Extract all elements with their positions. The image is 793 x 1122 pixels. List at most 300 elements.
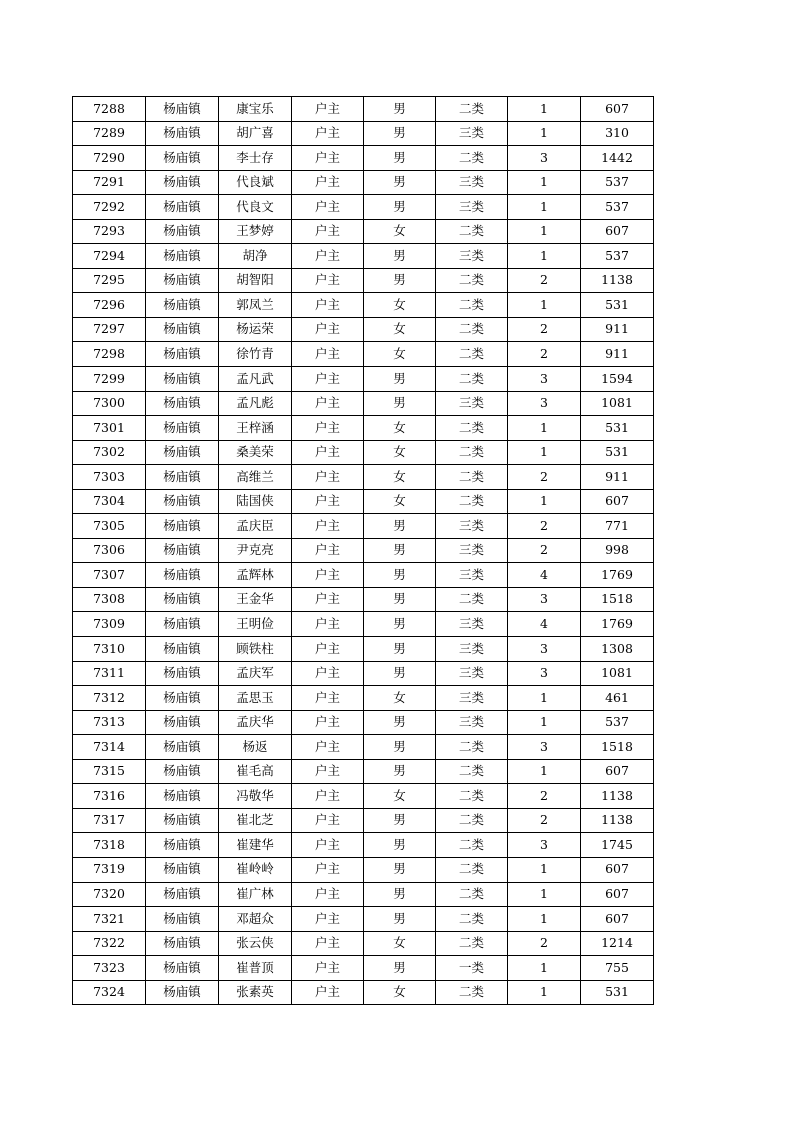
household-size-cell: 4 bbox=[508, 563, 581, 588]
amount-cell: 1594 bbox=[581, 367, 654, 392]
amount-cell: 537 bbox=[581, 170, 654, 195]
table-row bbox=[73, 195, 654, 220]
gender-cell: 男 bbox=[364, 833, 436, 858]
gender-cell: 女 bbox=[364, 416, 436, 441]
gender-cell: 男 bbox=[364, 735, 436, 760]
household-size-cell: 1 bbox=[508, 907, 581, 932]
name-cell: 王梦婷 bbox=[219, 219, 292, 244]
town-cell: 杨庙镇 bbox=[146, 735, 219, 760]
category-cell: 三类 bbox=[436, 686, 508, 711]
town-cell: 杨庙镇 bbox=[146, 907, 219, 932]
amount-cell: 1442 bbox=[581, 146, 654, 171]
name-cell: 王明俭 bbox=[219, 612, 292, 637]
amount-cell: 1769 bbox=[581, 563, 654, 588]
gender-cell: 男 bbox=[364, 710, 436, 735]
town-cell: 杨庙镇 bbox=[146, 121, 219, 146]
household-size-cell: 1 bbox=[508, 440, 581, 465]
category-cell: 二类 bbox=[436, 97, 508, 122]
gender-cell: 女 bbox=[364, 980, 436, 1005]
category-cell: 二类 bbox=[436, 146, 508, 171]
town-cell: 杨庙镇 bbox=[146, 710, 219, 735]
relation-cell: 户主 bbox=[292, 882, 364, 907]
row-number-cell: 7293 bbox=[73, 219, 146, 244]
table-row bbox=[73, 563, 654, 588]
amount-cell: 531 bbox=[581, 440, 654, 465]
category-cell: 二类 bbox=[436, 219, 508, 244]
name-cell: 杨运荣 bbox=[219, 317, 292, 342]
relation-cell: 户主 bbox=[292, 97, 364, 122]
name-cell: 张素英 bbox=[219, 980, 292, 1005]
town-cell: 杨庙镇 bbox=[146, 342, 219, 367]
household-size-cell: 1 bbox=[508, 416, 581, 441]
category-cell: 二类 bbox=[436, 587, 508, 612]
gender-cell: 男 bbox=[364, 367, 436, 392]
row-number-cell: 7313 bbox=[73, 710, 146, 735]
category-cell: 三类 bbox=[436, 563, 508, 588]
town-cell: 杨庙镇 bbox=[146, 612, 219, 637]
household-size-cell: 2 bbox=[508, 538, 581, 563]
name-cell: 王金华 bbox=[219, 587, 292, 612]
name-cell: 崔北芝 bbox=[219, 808, 292, 833]
row-number-cell: 7292 bbox=[73, 195, 146, 220]
category-cell: 二类 bbox=[436, 268, 508, 293]
amount-cell: 1745 bbox=[581, 833, 654, 858]
name-cell: 孟凡彪 bbox=[219, 391, 292, 416]
household-size-cell: 1 bbox=[508, 710, 581, 735]
row-number-cell: 7309 bbox=[73, 612, 146, 637]
relation-cell: 户主 bbox=[292, 735, 364, 760]
household-size-cell: 3 bbox=[508, 391, 581, 416]
household-size-cell: 4 bbox=[508, 612, 581, 637]
row-number-cell: 7320 bbox=[73, 882, 146, 907]
category-cell: 二类 bbox=[436, 293, 508, 318]
amount-cell: 461 bbox=[581, 686, 654, 711]
table-row bbox=[73, 146, 654, 171]
name-cell: 崔普顶 bbox=[219, 956, 292, 981]
name-cell: 徐竹青 bbox=[219, 342, 292, 367]
relation-cell: 户主 bbox=[292, 612, 364, 637]
table-row bbox=[73, 170, 654, 195]
relation-cell: 户主 bbox=[292, 538, 364, 563]
amount-cell: 537 bbox=[581, 195, 654, 220]
table-row bbox=[73, 121, 654, 146]
amount-cell: 911 bbox=[581, 465, 654, 490]
row-number-cell: 7318 bbox=[73, 833, 146, 858]
row-number-cell: 7312 bbox=[73, 686, 146, 711]
amount-cell: 998 bbox=[581, 538, 654, 563]
table-row bbox=[73, 686, 654, 711]
town-cell: 杨庙镇 bbox=[146, 146, 219, 171]
town-cell: 杨庙镇 bbox=[146, 97, 219, 122]
household-size-cell: 1 bbox=[508, 686, 581, 711]
table-row bbox=[73, 931, 654, 956]
category-cell: 二类 bbox=[436, 317, 508, 342]
amount-cell: 1138 bbox=[581, 808, 654, 833]
household-size-cell: 3 bbox=[508, 637, 581, 662]
row-number-cell: 7308 bbox=[73, 587, 146, 612]
table-row bbox=[73, 637, 654, 662]
category-cell: 二类 bbox=[436, 465, 508, 490]
relation-cell: 户主 bbox=[292, 489, 364, 514]
name-cell: 胡智阳 bbox=[219, 268, 292, 293]
town-cell: 杨庙镇 bbox=[146, 538, 219, 563]
gender-cell: 男 bbox=[364, 612, 436, 637]
row-number-cell: 7311 bbox=[73, 661, 146, 686]
relation-cell: 户主 bbox=[292, 587, 364, 612]
category-cell: 三类 bbox=[436, 514, 508, 539]
category-cell: 二类 bbox=[436, 489, 508, 514]
gender-cell: 男 bbox=[364, 956, 436, 981]
gender-cell: 女 bbox=[364, 219, 436, 244]
table-row bbox=[73, 367, 654, 392]
table-row bbox=[73, 808, 654, 833]
household-size-cell: 2 bbox=[508, 465, 581, 490]
amount-cell: 607 bbox=[581, 907, 654, 932]
town-cell: 杨庙镇 bbox=[146, 882, 219, 907]
town-cell: 杨庙镇 bbox=[146, 440, 219, 465]
row-number-cell: 7291 bbox=[73, 170, 146, 195]
amount-cell: 911 bbox=[581, 317, 654, 342]
name-cell: 康宝乐 bbox=[219, 97, 292, 122]
row-number-cell: 7290 bbox=[73, 146, 146, 171]
row-number-cell: 7304 bbox=[73, 489, 146, 514]
table-row bbox=[73, 907, 654, 932]
row-number-cell: 7307 bbox=[73, 563, 146, 588]
category-cell: 二类 bbox=[436, 342, 508, 367]
relation-cell: 户主 bbox=[292, 907, 364, 932]
relation-cell: 户主 bbox=[292, 931, 364, 956]
table-row bbox=[73, 612, 654, 637]
gender-cell: 男 bbox=[364, 538, 436, 563]
town-cell: 杨庙镇 bbox=[146, 931, 219, 956]
row-number-cell: 7305 bbox=[73, 514, 146, 539]
gender-cell: 男 bbox=[364, 121, 436, 146]
row-number-cell: 7324 bbox=[73, 980, 146, 1005]
category-cell: 三类 bbox=[436, 170, 508, 195]
household-size-cell: 2 bbox=[508, 784, 581, 809]
table-row bbox=[73, 661, 654, 686]
gender-cell: 女 bbox=[364, 686, 436, 711]
household-size-cell: 3 bbox=[508, 833, 581, 858]
row-number-cell: 7321 bbox=[73, 907, 146, 932]
relation-cell: 户主 bbox=[292, 268, 364, 293]
town-cell: 杨庙镇 bbox=[146, 833, 219, 858]
amount-cell: 1308 bbox=[581, 637, 654, 662]
household-size-cell: 1 bbox=[508, 121, 581, 146]
relation-cell: 户主 bbox=[292, 440, 364, 465]
relation-cell: 户主 bbox=[292, 219, 364, 244]
relation-cell: 户主 bbox=[292, 759, 364, 784]
table-row bbox=[73, 587, 654, 612]
amount-cell: 1518 bbox=[581, 735, 654, 760]
name-cell: 陆国侠 bbox=[219, 489, 292, 514]
town-cell: 杨庙镇 bbox=[146, 391, 219, 416]
table-row bbox=[73, 784, 654, 809]
household-size-cell: 1 bbox=[508, 97, 581, 122]
relation-cell: 户主 bbox=[292, 342, 364, 367]
table-row bbox=[73, 956, 654, 981]
category-cell: 三类 bbox=[436, 538, 508, 563]
name-cell: 胡广喜 bbox=[219, 121, 292, 146]
amount-cell: 1138 bbox=[581, 784, 654, 809]
household-size-cell: 1 bbox=[508, 759, 581, 784]
amount-cell: 531 bbox=[581, 980, 654, 1005]
relation-cell: 户主 bbox=[292, 661, 364, 686]
relation-cell: 户主 bbox=[292, 563, 364, 588]
amount-cell: 607 bbox=[581, 219, 654, 244]
category-cell: 二类 bbox=[436, 784, 508, 809]
town-cell: 杨庙镇 bbox=[146, 244, 219, 269]
name-cell: 张云侠 bbox=[219, 931, 292, 956]
name-cell: 顾铁柱 bbox=[219, 637, 292, 662]
name-cell: 代良斌 bbox=[219, 170, 292, 195]
town-cell: 杨庙镇 bbox=[146, 268, 219, 293]
table-row bbox=[73, 268, 654, 293]
name-cell: 崔毛高 bbox=[219, 759, 292, 784]
name-cell: 高维兰 bbox=[219, 465, 292, 490]
table-row bbox=[73, 833, 654, 858]
table-row bbox=[73, 97, 654, 122]
table-row bbox=[73, 980, 654, 1005]
town-cell: 杨庙镇 bbox=[146, 686, 219, 711]
relation-cell: 户主 bbox=[292, 784, 364, 809]
relation-cell: 户主 bbox=[292, 465, 364, 490]
household-size-cell: 3 bbox=[508, 587, 581, 612]
row-number-cell: 7314 bbox=[73, 735, 146, 760]
row-number-cell: 7310 bbox=[73, 637, 146, 662]
table-row bbox=[73, 759, 654, 784]
amount-cell: 607 bbox=[581, 882, 654, 907]
category-cell: 三类 bbox=[436, 195, 508, 220]
table-row bbox=[73, 882, 654, 907]
town-cell: 杨庙镇 bbox=[146, 514, 219, 539]
amount-cell: 537 bbox=[581, 710, 654, 735]
amount-cell: 1214 bbox=[581, 931, 654, 956]
relation-cell: 户主 bbox=[292, 170, 364, 195]
gender-cell: 男 bbox=[364, 514, 436, 539]
name-cell: 李士存 bbox=[219, 146, 292, 171]
relation-cell: 户主 bbox=[292, 686, 364, 711]
town-cell: 杨庙镇 bbox=[146, 808, 219, 833]
category-cell: 二类 bbox=[436, 980, 508, 1005]
town-cell: 杨庙镇 bbox=[146, 489, 219, 514]
household-size-cell: 1 bbox=[508, 244, 581, 269]
gender-cell: 女 bbox=[364, 440, 436, 465]
name-cell: 代良文 bbox=[219, 195, 292, 220]
gender-cell: 男 bbox=[364, 661, 436, 686]
row-number-cell: 7303 bbox=[73, 465, 146, 490]
gender-cell: 女 bbox=[364, 465, 436, 490]
gender-cell: 男 bbox=[364, 391, 436, 416]
relation-cell: 户主 bbox=[292, 121, 364, 146]
name-cell: 孟庆军 bbox=[219, 661, 292, 686]
row-number-cell: 7299 bbox=[73, 367, 146, 392]
category-cell: 二类 bbox=[436, 907, 508, 932]
relation-cell: 户主 bbox=[292, 637, 364, 662]
relation-cell: 户主 bbox=[292, 317, 364, 342]
gender-cell: 男 bbox=[364, 907, 436, 932]
row-number-cell: 7294 bbox=[73, 244, 146, 269]
town-cell: 杨庙镇 bbox=[146, 587, 219, 612]
town-cell: 杨庙镇 bbox=[146, 317, 219, 342]
relation-cell: 户主 bbox=[292, 367, 364, 392]
row-number-cell: 7322 bbox=[73, 931, 146, 956]
category-cell: 二类 bbox=[436, 857, 508, 882]
category-cell: 二类 bbox=[436, 882, 508, 907]
category-cell: 二类 bbox=[436, 833, 508, 858]
amount-cell: 1769 bbox=[581, 612, 654, 637]
table-row bbox=[73, 317, 654, 342]
gender-cell: 女 bbox=[364, 342, 436, 367]
gender-cell: 男 bbox=[364, 195, 436, 220]
gender-cell: 男 bbox=[364, 637, 436, 662]
relation-cell: 户主 bbox=[292, 244, 364, 269]
row-number-cell: 7317 bbox=[73, 808, 146, 833]
table-row bbox=[73, 244, 654, 269]
household-size-cell: 1 bbox=[508, 857, 581, 882]
row-number-cell: 7323 bbox=[73, 956, 146, 981]
gender-cell: 男 bbox=[364, 857, 436, 882]
town-cell: 杨庙镇 bbox=[146, 661, 219, 686]
household-size-cell: 3 bbox=[508, 367, 581, 392]
name-cell: 冯敬华 bbox=[219, 784, 292, 809]
name-cell: 尹克亮 bbox=[219, 538, 292, 563]
table-row bbox=[73, 710, 654, 735]
household-size-cell: 1 bbox=[508, 980, 581, 1005]
amount-cell: 607 bbox=[581, 759, 654, 784]
category-cell: 二类 bbox=[436, 416, 508, 441]
name-cell: 孟庆臣 bbox=[219, 514, 292, 539]
household-size-cell: 2 bbox=[508, 342, 581, 367]
name-cell: 崔建华 bbox=[219, 833, 292, 858]
household-size-cell: 2 bbox=[508, 268, 581, 293]
amount-cell: 310 bbox=[581, 121, 654, 146]
amount-cell: 771 bbox=[581, 514, 654, 539]
household-size-cell: 2 bbox=[508, 317, 581, 342]
household-size-cell: 1 bbox=[508, 882, 581, 907]
gender-cell: 男 bbox=[364, 808, 436, 833]
row-number-cell: 7297 bbox=[73, 317, 146, 342]
name-cell: 孟凡武 bbox=[219, 367, 292, 392]
town-cell: 杨庙镇 bbox=[146, 759, 219, 784]
amount-cell: 537 bbox=[581, 244, 654, 269]
household-size-cell: 1 bbox=[508, 489, 581, 514]
gender-cell: 女 bbox=[364, 317, 436, 342]
name-cell: 崔岭岭 bbox=[219, 857, 292, 882]
relation-cell: 户主 bbox=[292, 416, 364, 441]
household-size-cell: 3 bbox=[508, 146, 581, 171]
gender-cell: 女 bbox=[364, 293, 436, 318]
gender-cell: 男 bbox=[364, 587, 436, 612]
relation-cell: 户主 bbox=[292, 391, 364, 416]
name-cell: 孟思玉 bbox=[219, 686, 292, 711]
row-number-cell: 7300 bbox=[73, 391, 146, 416]
row-number-cell: 7296 bbox=[73, 293, 146, 318]
gender-cell: 女 bbox=[364, 931, 436, 956]
name-cell: 王梓涵 bbox=[219, 416, 292, 441]
row-number-cell: 7319 bbox=[73, 857, 146, 882]
table-row bbox=[73, 857, 654, 882]
category-cell: 二类 bbox=[436, 735, 508, 760]
town-cell: 杨庙镇 bbox=[146, 784, 219, 809]
relation-cell: 户主 bbox=[292, 710, 364, 735]
category-cell: 二类 bbox=[436, 440, 508, 465]
gender-cell: 男 bbox=[364, 268, 436, 293]
amount-cell: 607 bbox=[581, 857, 654, 882]
table-row bbox=[73, 219, 654, 244]
category-cell: 三类 bbox=[436, 710, 508, 735]
gender-cell: 男 bbox=[364, 146, 436, 171]
table-row bbox=[73, 514, 654, 539]
town-cell: 杨庙镇 bbox=[146, 857, 219, 882]
gender-cell: 男 bbox=[364, 563, 436, 588]
table-row bbox=[73, 735, 654, 760]
name-cell: 杨返 bbox=[219, 735, 292, 760]
table-row bbox=[73, 293, 654, 318]
table-row bbox=[73, 538, 654, 563]
household-size-cell: 1 bbox=[508, 170, 581, 195]
relation-cell: 户主 bbox=[292, 146, 364, 171]
town-cell: 杨庙镇 bbox=[146, 170, 219, 195]
row-number-cell: 7315 bbox=[73, 759, 146, 784]
amount-cell: 1081 bbox=[581, 391, 654, 416]
category-cell: 三类 bbox=[436, 612, 508, 637]
household-size-cell: 1 bbox=[508, 195, 581, 220]
row-number-cell: 7306 bbox=[73, 538, 146, 563]
household-size-cell: 1 bbox=[508, 219, 581, 244]
amount-cell: 911 bbox=[581, 342, 654, 367]
town-cell: 杨庙镇 bbox=[146, 195, 219, 220]
row-number-cell: 7302 bbox=[73, 440, 146, 465]
category-cell: 二类 bbox=[436, 808, 508, 833]
town-cell: 杨庙镇 bbox=[146, 219, 219, 244]
household-size-cell: 3 bbox=[508, 735, 581, 760]
gender-cell: 男 bbox=[364, 244, 436, 269]
category-cell: 三类 bbox=[436, 121, 508, 146]
relation-cell: 户主 bbox=[292, 293, 364, 318]
amount-cell: 1518 bbox=[581, 587, 654, 612]
row-number-cell: 7295 bbox=[73, 268, 146, 293]
gender-cell: 男 bbox=[364, 170, 436, 195]
row-number-cell: 7301 bbox=[73, 416, 146, 441]
gender-cell: 男 bbox=[364, 759, 436, 784]
household-size-cell: 3 bbox=[508, 661, 581, 686]
row-number-cell: 7288 bbox=[73, 97, 146, 122]
category-cell: 二类 bbox=[436, 759, 508, 784]
table-row bbox=[73, 465, 654, 490]
relation-cell: 户主 bbox=[292, 514, 364, 539]
name-cell: 孟庆华 bbox=[219, 710, 292, 735]
row-number-cell: 7316 bbox=[73, 784, 146, 809]
household-size-cell: 1 bbox=[508, 956, 581, 981]
relation-cell: 户主 bbox=[292, 857, 364, 882]
relation-cell: 户主 bbox=[292, 956, 364, 981]
name-cell: 邓超众 bbox=[219, 907, 292, 932]
household-size-cell: 2 bbox=[508, 808, 581, 833]
household-table bbox=[72, 96, 654, 1005]
category-cell: 三类 bbox=[436, 637, 508, 662]
gender-cell: 男 bbox=[364, 882, 436, 907]
category-cell: 一类 bbox=[436, 956, 508, 981]
category-cell: 三类 bbox=[436, 391, 508, 416]
gender-cell: 女 bbox=[364, 784, 436, 809]
relation-cell: 户主 bbox=[292, 980, 364, 1005]
table-row bbox=[73, 416, 654, 441]
category-cell: 三类 bbox=[436, 661, 508, 686]
relation-cell: 户主 bbox=[292, 195, 364, 220]
town-cell: 杨庙镇 bbox=[146, 956, 219, 981]
row-number-cell: 7289 bbox=[73, 121, 146, 146]
